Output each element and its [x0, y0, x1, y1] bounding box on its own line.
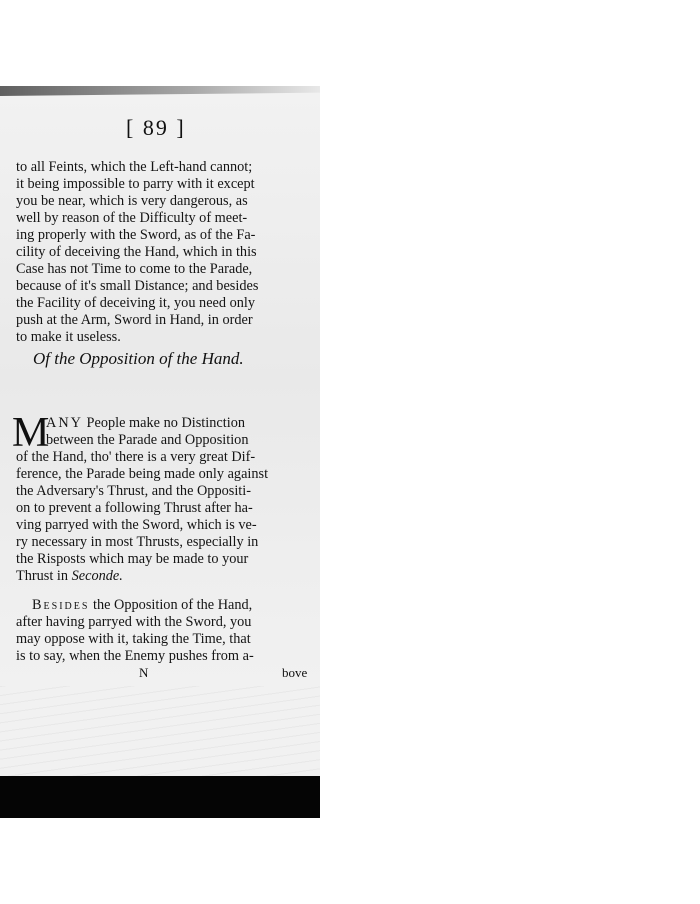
text-line: of the Hand, tho' there is a very great Dif-	[16, 449, 256, 465]
text-line: it being impossible to parry with it except	[16, 176, 255, 192]
text-line-rest: People make no Distinction	[82, 415, 245, 431]
text-line-prefix: Thrust in	[16, 568, 72, 584]
first-word-smallcaps: Besides	[32, 597, 90, 613]
text-line: on to prevent a following Thrust after ha-	[16, 500, 253, 516]
text-line-rest: the Opposition of the Hand,	[89, 597, 253, 613]
text-line: is to say, when the Enemy pushes from a-	[16, 648, 254, 664]
text-line: ing properly with the Sword, as of the Fa-	[16, 227, 256, 243]
drop-cap: M	[12, 410, 50, 456]
text-line	[16, 568, 316, 585]
blank-page-area	[0, 686, 320, 776]
text-line: between the Parade and Opposition	[46, 432, 249, 448]
scanned-page	[0, 86, 320, 818]
text-line: the Risposts which may be made to your	[16, 551, 249, 567]
text-line: push at the Arm, Sword in Hand, in order	[16, 312, 253, 328]
signature-mark: N	[139, 665, 149, 680]
text-line: the Facility of deceiving it, you need only	[16, 295, 256, 311]
text-line	[46, 415, 320, 432]
text-line: ving parryed with the Sword, which is ve-	[16, 517, 257, 533]
text-line: cility of deceiving the Hand, which in this	[16, 244, 257, 260]
text-line: you be near, which is very dangerous, as	[16, 193, 248, 209]
scan-bottom-border	[0, 776, 320, 818]
first-word-smallcaps: ANY	[46, 415, 83, 431]
text-line	[32, 597, 320, 614]
italic-term: Seconde.	[71, 568, 123, 584]
text-line: the Adversary's Thrust, and the Oppositi-	[16, 483, 251, 499]
text-line: may oppose with it, taking the Time, that	[16, 631, 251, 647]
text-line: well by reason of the Difficulty of meet-	[16, 210, 248, 226]
section-heading: Of the Opposition of the Hand.	[33, 349, 244, 368]
text-line: to make it useless.	[16, 329, 121, 345]
catchword: bove	[282, 665, 308, 680]
text-line: ry necessary in most Thrusts, especially in	[16, 534, 259, 550]
page-top-edge	[0, 86, 320, 96]
text-line: to all Feints, which the Left-hand cannot;	[16, 159, 253, 175]
text-line: ference, the Parade being made only against	[16, 466, 269, 482]
text-line: Case has not Time to come to the Parade,	[16, 261, 253, 277]
text-line: because of it's small Distance; and besides	[16, 278, 259, 294]
text-line: after having parryed with the Sword, you	[16, 614, 252, 630]
page-number: [ 89 ]	[126, 115, 186, 140]
